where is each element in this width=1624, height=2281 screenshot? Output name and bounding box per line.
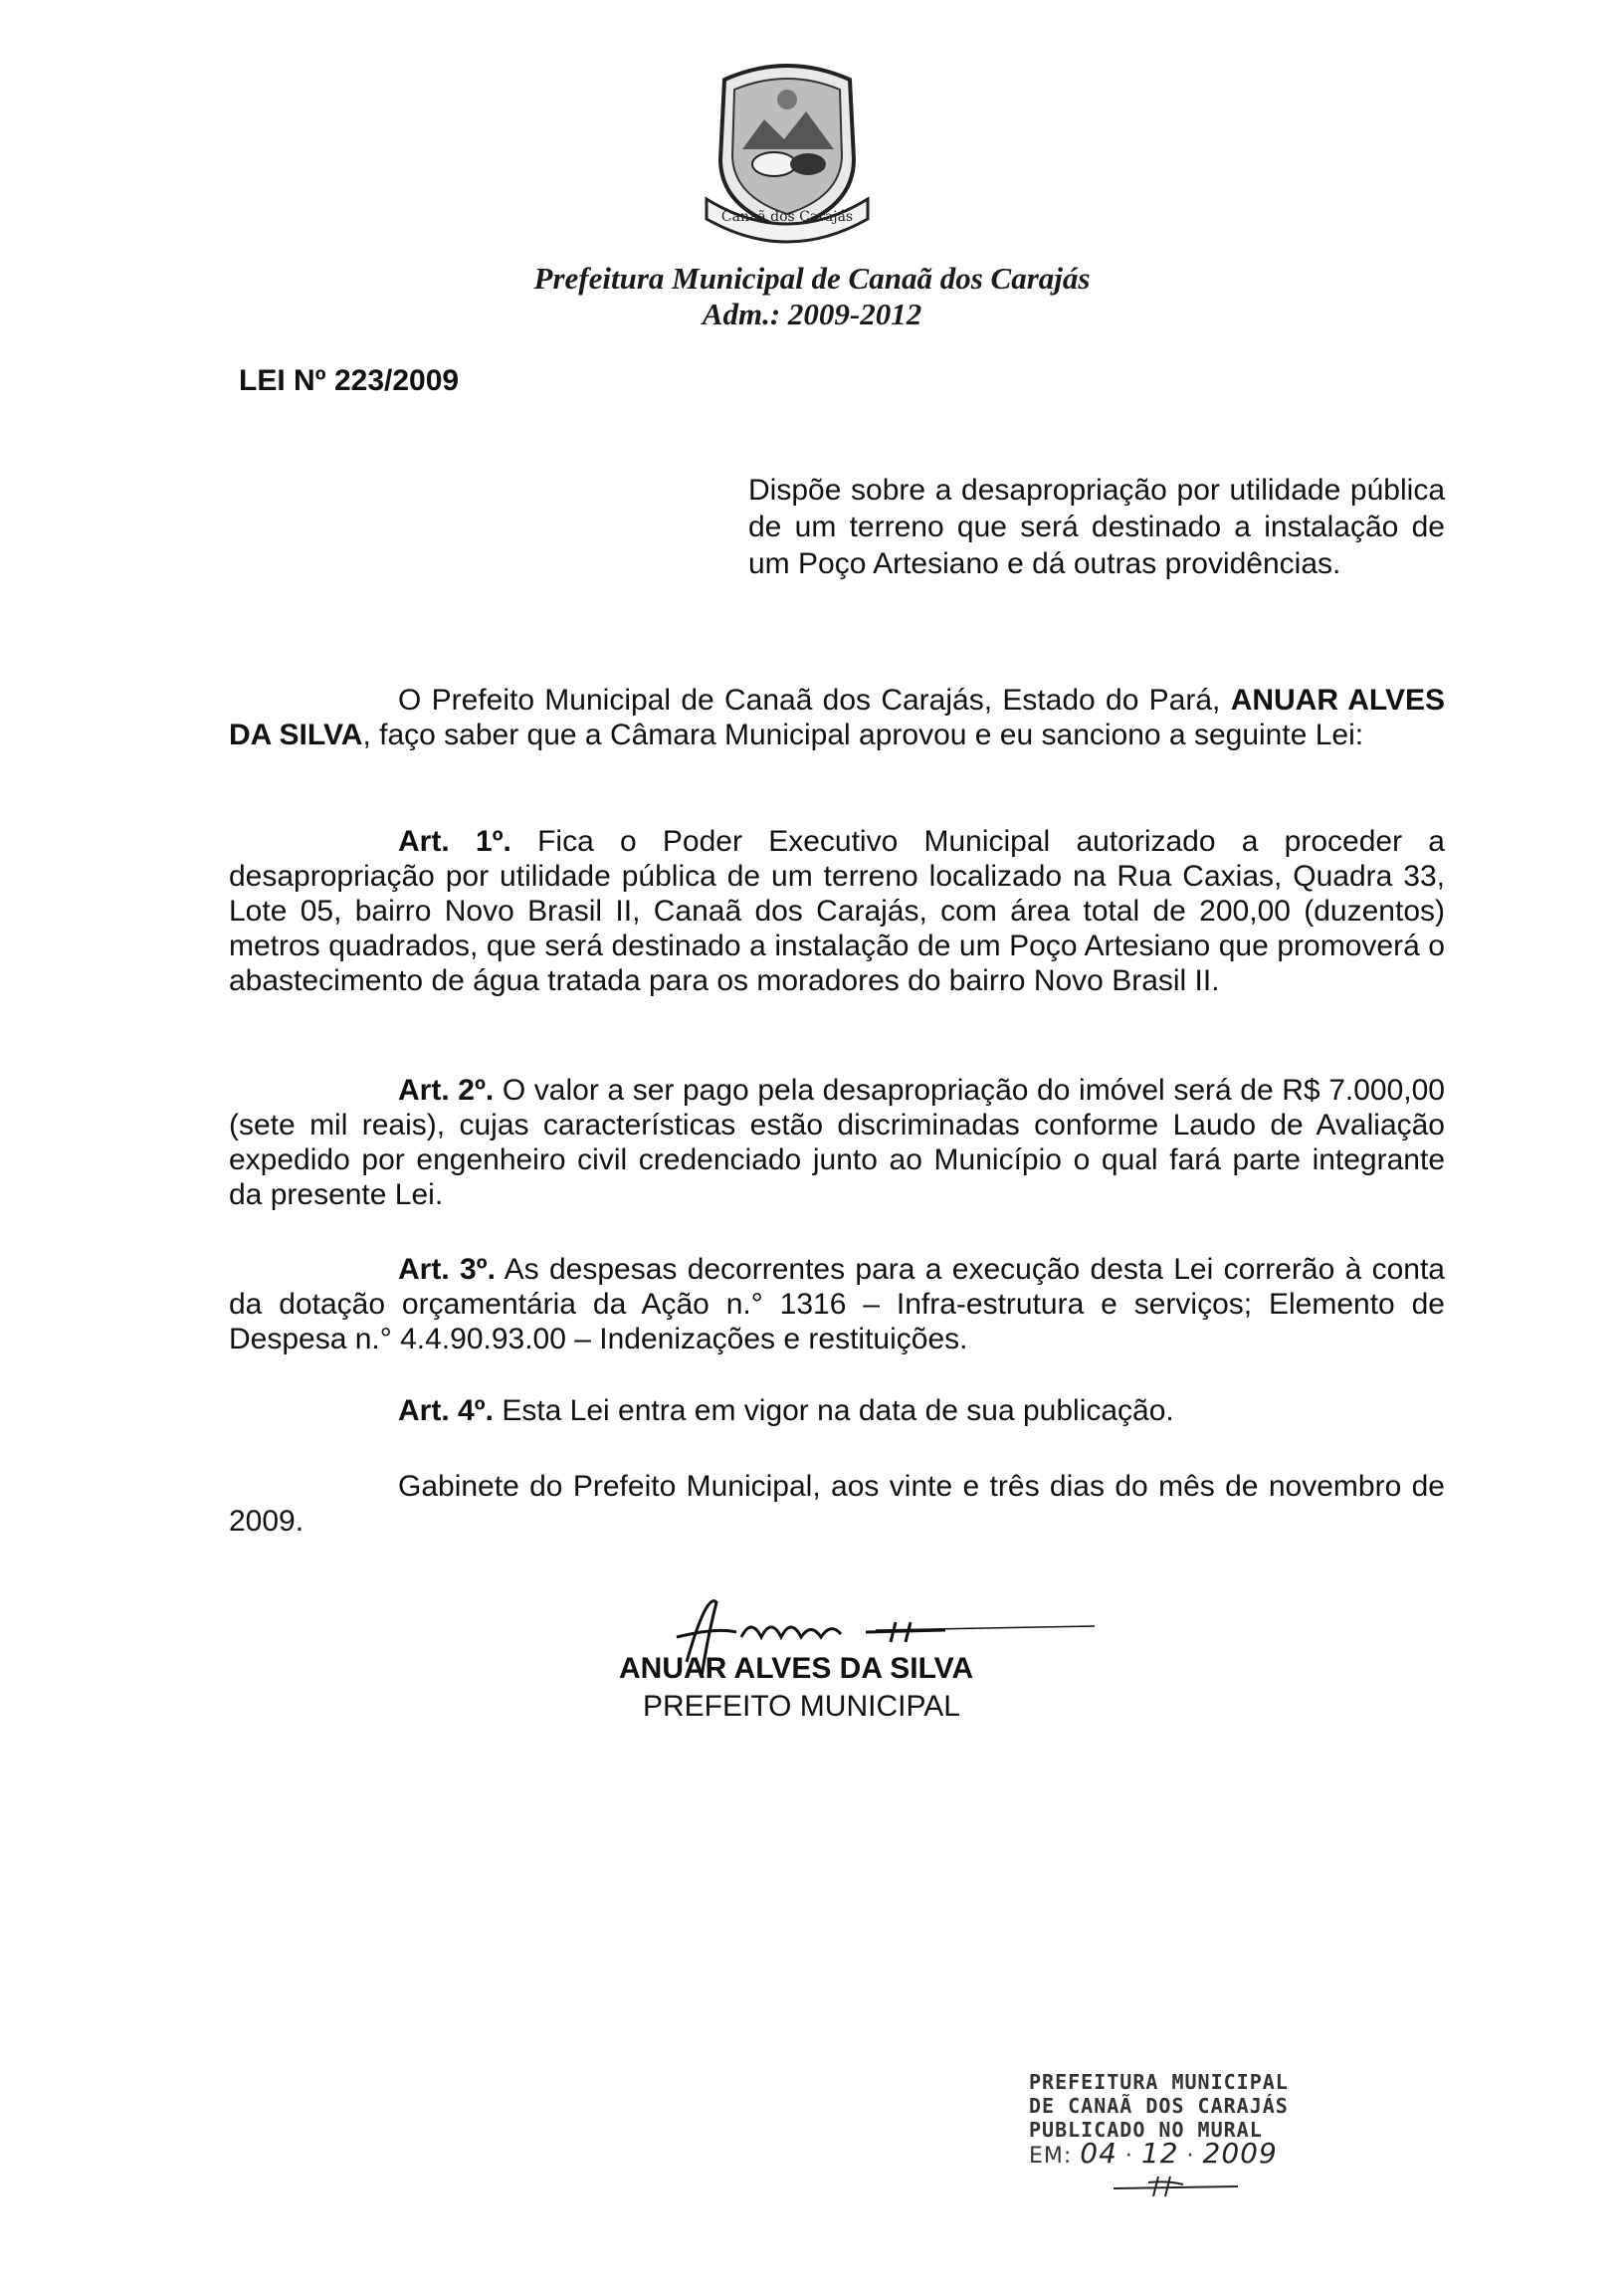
preamble-text-2: , faço saber que a Câmara Municipal aprovou e eu sanciono a seguinte Lei: — [362, 719, 1364, 751]
article-text: As despesas decorrentes para a execução desta Lei correrão à conta da dotação orçamentária da Ação n.° 1316 – Infra-estrutura e serviços; Elemento de Despesa n.° 4.4.90.93.00 – Indenizações e restituições. — [229, 1253, 1445, 1355]
municipal-seal-icon — [685, 60, 890, 249]
article-text: Fica o Poder Executivo Municipal autorizado a proceder a desapropriação por utilidade pública de um terreno localizado na Rua Caxias, Quadra 33, Lote 05, bairro Novo Brasil II, Canaã dos Carajás, com área total de 200,00 (duzentos) metros quadrados, que será destinado a instalação de um Poço Artesiano que promoverá o abastecimento de água tratada para os moradores do bairro Novo Brasil II. — [229, 825, 1445, 997]
stamp-date: EM: 04 · 12 · 2009 — [1029, 2137, 1278, 2170]
seal-text: Canaã dos Carajás — [720, 209, 854, 225]
preamble-mayor-name: ANUAR ALVES DA SILVA — [229, 684, 1445, 751]
org-name: Prefeitura Municipal de Canaã dos Carajás — [533, 261, 1091, 296]
article-label: Art. 2º. — [398, 1074, 495, 1107]
article-4 — [229, 1393, 1445, 1428]
stamp-initials — [1109, 2169, 1248, 2198]
signatory-name: ANUAR ALVES DA SILVA — [619, 1652, 974, 1685]
article-label: Art. 3º. — [398, 1253, 496, 1286]
article-label: Art. 4º. — [398, 1394, 494, 1427]
preamble-paragraph — [229, 683, 1445, 752]
stamp-line-3: PUBLICADO NO MURAL — [1029, 2118, 1263, 2142]
stamp-day: 04 — [1080, 2137, 1117, 2170]
stamp-line-1: PREFEITURA MUNICIPAL — [1029, 2070, 1289, 2094]
signatory-title: PREFEITO MUNICIPAL — [643, 1690, 960, 1723]
stamp-date-label: EM: — [1029, 2144, 1073, 2169]
law-summary: Dispõe sobre a desapropriação por utilidade pública de um terreno que será destinado a instalação de um Poço Artesiano e dá outras providências. — [748, 474, 1445, 580]
stamp-year: 2009 — [1202, 2137, 1278, 2170]
article-label: Art. 1º. — [398, 825, 511, 858]
article-2 — [229, 1073, 1445, 1212]
closing-paragraph: Gabinete do Prefeito Municipal, aos vinte e três dias do mês de novembro de 2009. — [229, 1470, 1445, 1538]
article-1 — [229, 824, 1445, 998]
stamp-month: 12 — [1140, 2137, 1179, 2170]
article-3 — [229, 1252, 1445, 1356]
article-text: Esta Lei entra em vigor na data de sua publicação. — [493, 1394, 1174, 1427]
article-text: O valor a ser pago pela desapropriação do imóvel será de R$ 7.000,00 (sete mil reais), cujas características estão discriminadas conforme Laudo de Avaliação expedido por engenheiro civil credenciado junto ao Município o qual fará parte integrante da presente Lei. — [229, 1074, 1445, 1211]
law-number: LEI Nº 223/2009 — [239, 364, 460, 397]
preamble-text-1: O Prefeito Municipal de Canaã dos Carajás, Estado do Pará, — [398, 684, 1221, 717]
publication-stamp — [1029, 2070, 1347, 2203]
stamp-line-2: DE CANAÃ DOS CARAJÁS — [1029, 2094, 1289, 2118]
administration-period: Adm.: 2009-2012 — [702, 297, 922, 331]
